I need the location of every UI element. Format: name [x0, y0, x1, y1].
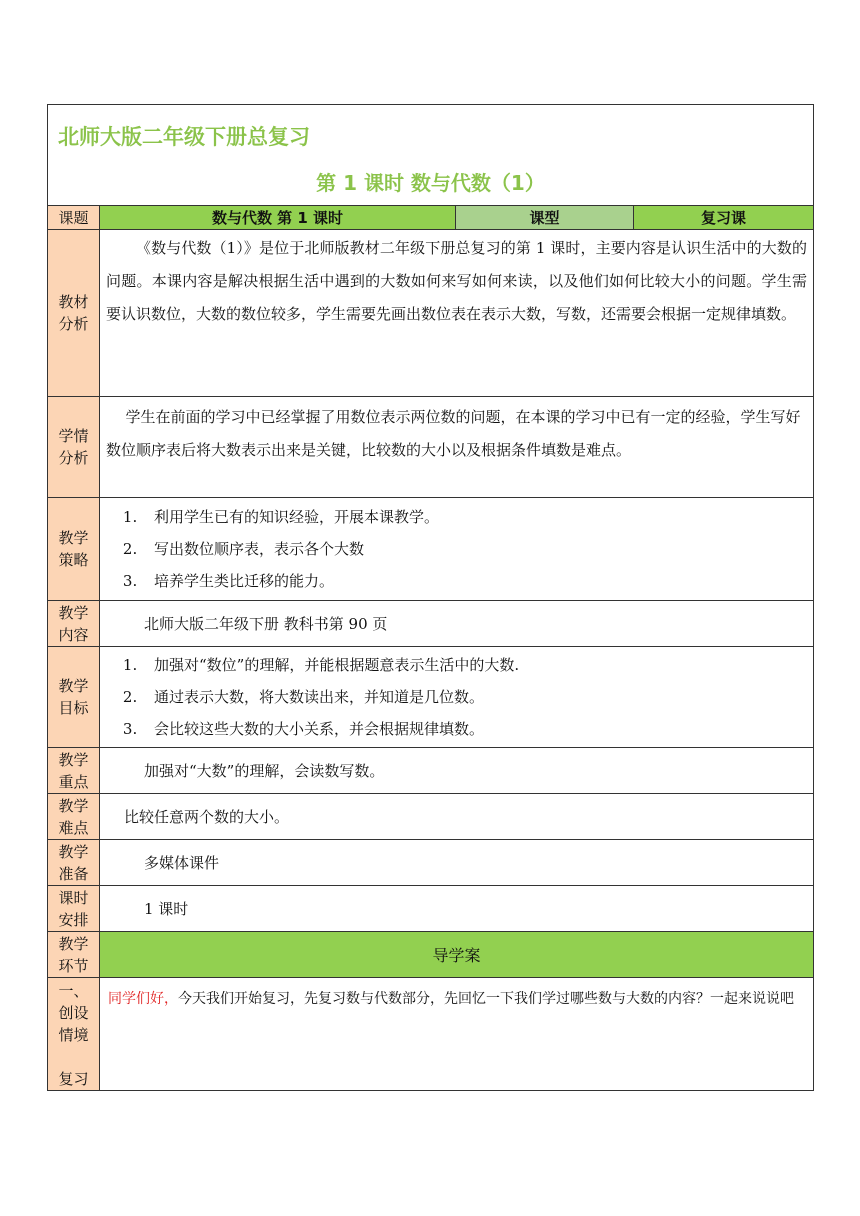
schedule-row: [48, 886, 814, 932]
focus-row: [48, 748, 814, 794]
focus-cell: [100, 748, 814, 794]
list-item: 2. 通过表示大数，将大数读出来，并知道是几位数。: [142, 681, 813, 713]
intro-text: 今天我们开始复习，先复习数与代数部分，先回忆一下我们学过哪些数与大数的内容？一起来说说吧: [178, 991, 794, 1007]
content-row: [48, 601, 814, 647]
prep-label: 教学 准备: [48, 840, 100, 886]
phase-label: 教学 环节: [48, 932, 100, 978]
difficulty-row: [48, 794, 814, 840]
difficulty-cell: [100, 794, 814, 840]
list-item: 3. 会比较这些大数的大小关系，并会根据规律填数。: [142, 713, 813, 745]
phase-header: 导学案: [100, 932, 814, 978]
prep-row: [48, 840, 814, 886]
prep-text: 多媒体课件: [144, 854, 220, 872]
goals-list: [100, 649, 813, 745]
segment-cell: [100, 978, 814, 1091]
content-cell: [100, 601, 814, 647]
list-item: 1. 利用学生已有的知识经验，开展本课教学。: [142, 501, 813, 533]
prep-cell: [100, 840, 814, 886]
topic-label: 课题: [48, 206, 100, 230]
difficulty-text: 比较任意两个数的大小。: [124, 808, 290, 826]
material-text: 《数与代数（1）》是位于北师版教材二年级下册总复习的第 1 课时，主要内容是认识生活中的大数的问题。本课内容是解决根据生活中遇到的大数如何来写如何来读，以及他们如何比较大小的问题。学生需要认识数位，大数的数位较多，学生需要先画出数位表在表示大数，写数，还需要会根据一定规律填数。: [106, 239, 807, 323]
difficulty-label: 教学 难点: [48, 794, 100, 840]
list-item: 3. 培养学生类比迁移的能力。: [142, 565, 813, 597]
strategy-list: [100, 501, 813, 597]
content-label: 教学 内容: [48, 601, 100, 647]
document-title: 北师大版二年级下册总复习: [58, 125, 310, 149]
material-cell: [100, 230, 814, 397]
lesson-plan-table: [47, 104, 814, 1091]
goals-row: [48, 647, 814, 748]
focus-text: 加强对“大数”的理解，会读数写数。: [144, 762, 385, 780]
strategy-label: 教学 策略: [48, 498, 100, 601]
material-row: [48, 230, 814, 397]
phase-row: [48, 932, 814, 978]
segment-text: [100, 978, 813, 1022]
schedule-label: 课时 安排: [48, 886, 100, 932]
segment-row: [48, 978, 814, 1091]
type-value: 复习课: [634, 206, 814, 230]
goals-cell: [100, 647, 814, 748]
lesson-plan: [47, 104, 813, 1091]
list-item: 1. 加强对“数位”的理解，并能根据题意表示生活中的大数.: [142, 649, 813, 681]
students-text: 学生在前面的学习中已经掌握了用数位表示两位数的问题，在本课的学习中已有一定的经验，学生写好数位顺序表后将大数表示出来是关键，比较数的大小以及根据条件填数是难点。: [106, 408, 801, 459]
strategy-cell: [100, 498, 814, 601]
type-label: 课型: [456, 206, 634, 230]
greeting-text: 同学们好，: [108, 991, 178, 1007]
title-row: [48, 105, 814, 206]
goals-label: 教学 目标: [48, 647, 100, 748]
header-row: [48, 206, 814, 230]
topic-value: 数与代数 第 1 课时: [100, 206, 456, 230]
content-text: 北师大版二年级下册 教科书第 90 页: [144, 615, 388, 633]
students-cell: [100, 397, 814, 498]
material-label: 教材 分析: [48, 230, 100, 397]
students-label: 学情 分析: [48, 397, 100, 498]
list-item: 2. 写出数位顺序表，表示各个大数: [142, 533, 813, 565]
focus-label: 教学 重点: [48, 748, 100, 794]
strategy-row: [48, 498, 814, 601]
segment-label: 一、 创设 情境 复习: [48, 978, 100, 1091]
schedule-text: 1 课时: [144, 900, 189, 918]
schedule-cell: [100, 886, 814, 932]
students-row: [48, 397, 814, 498]
title-cell: [48, 105, 814, 206]
lesson-subtitle: 第 1 课时 数与代数（1）: [316, 171, 545, 195]
